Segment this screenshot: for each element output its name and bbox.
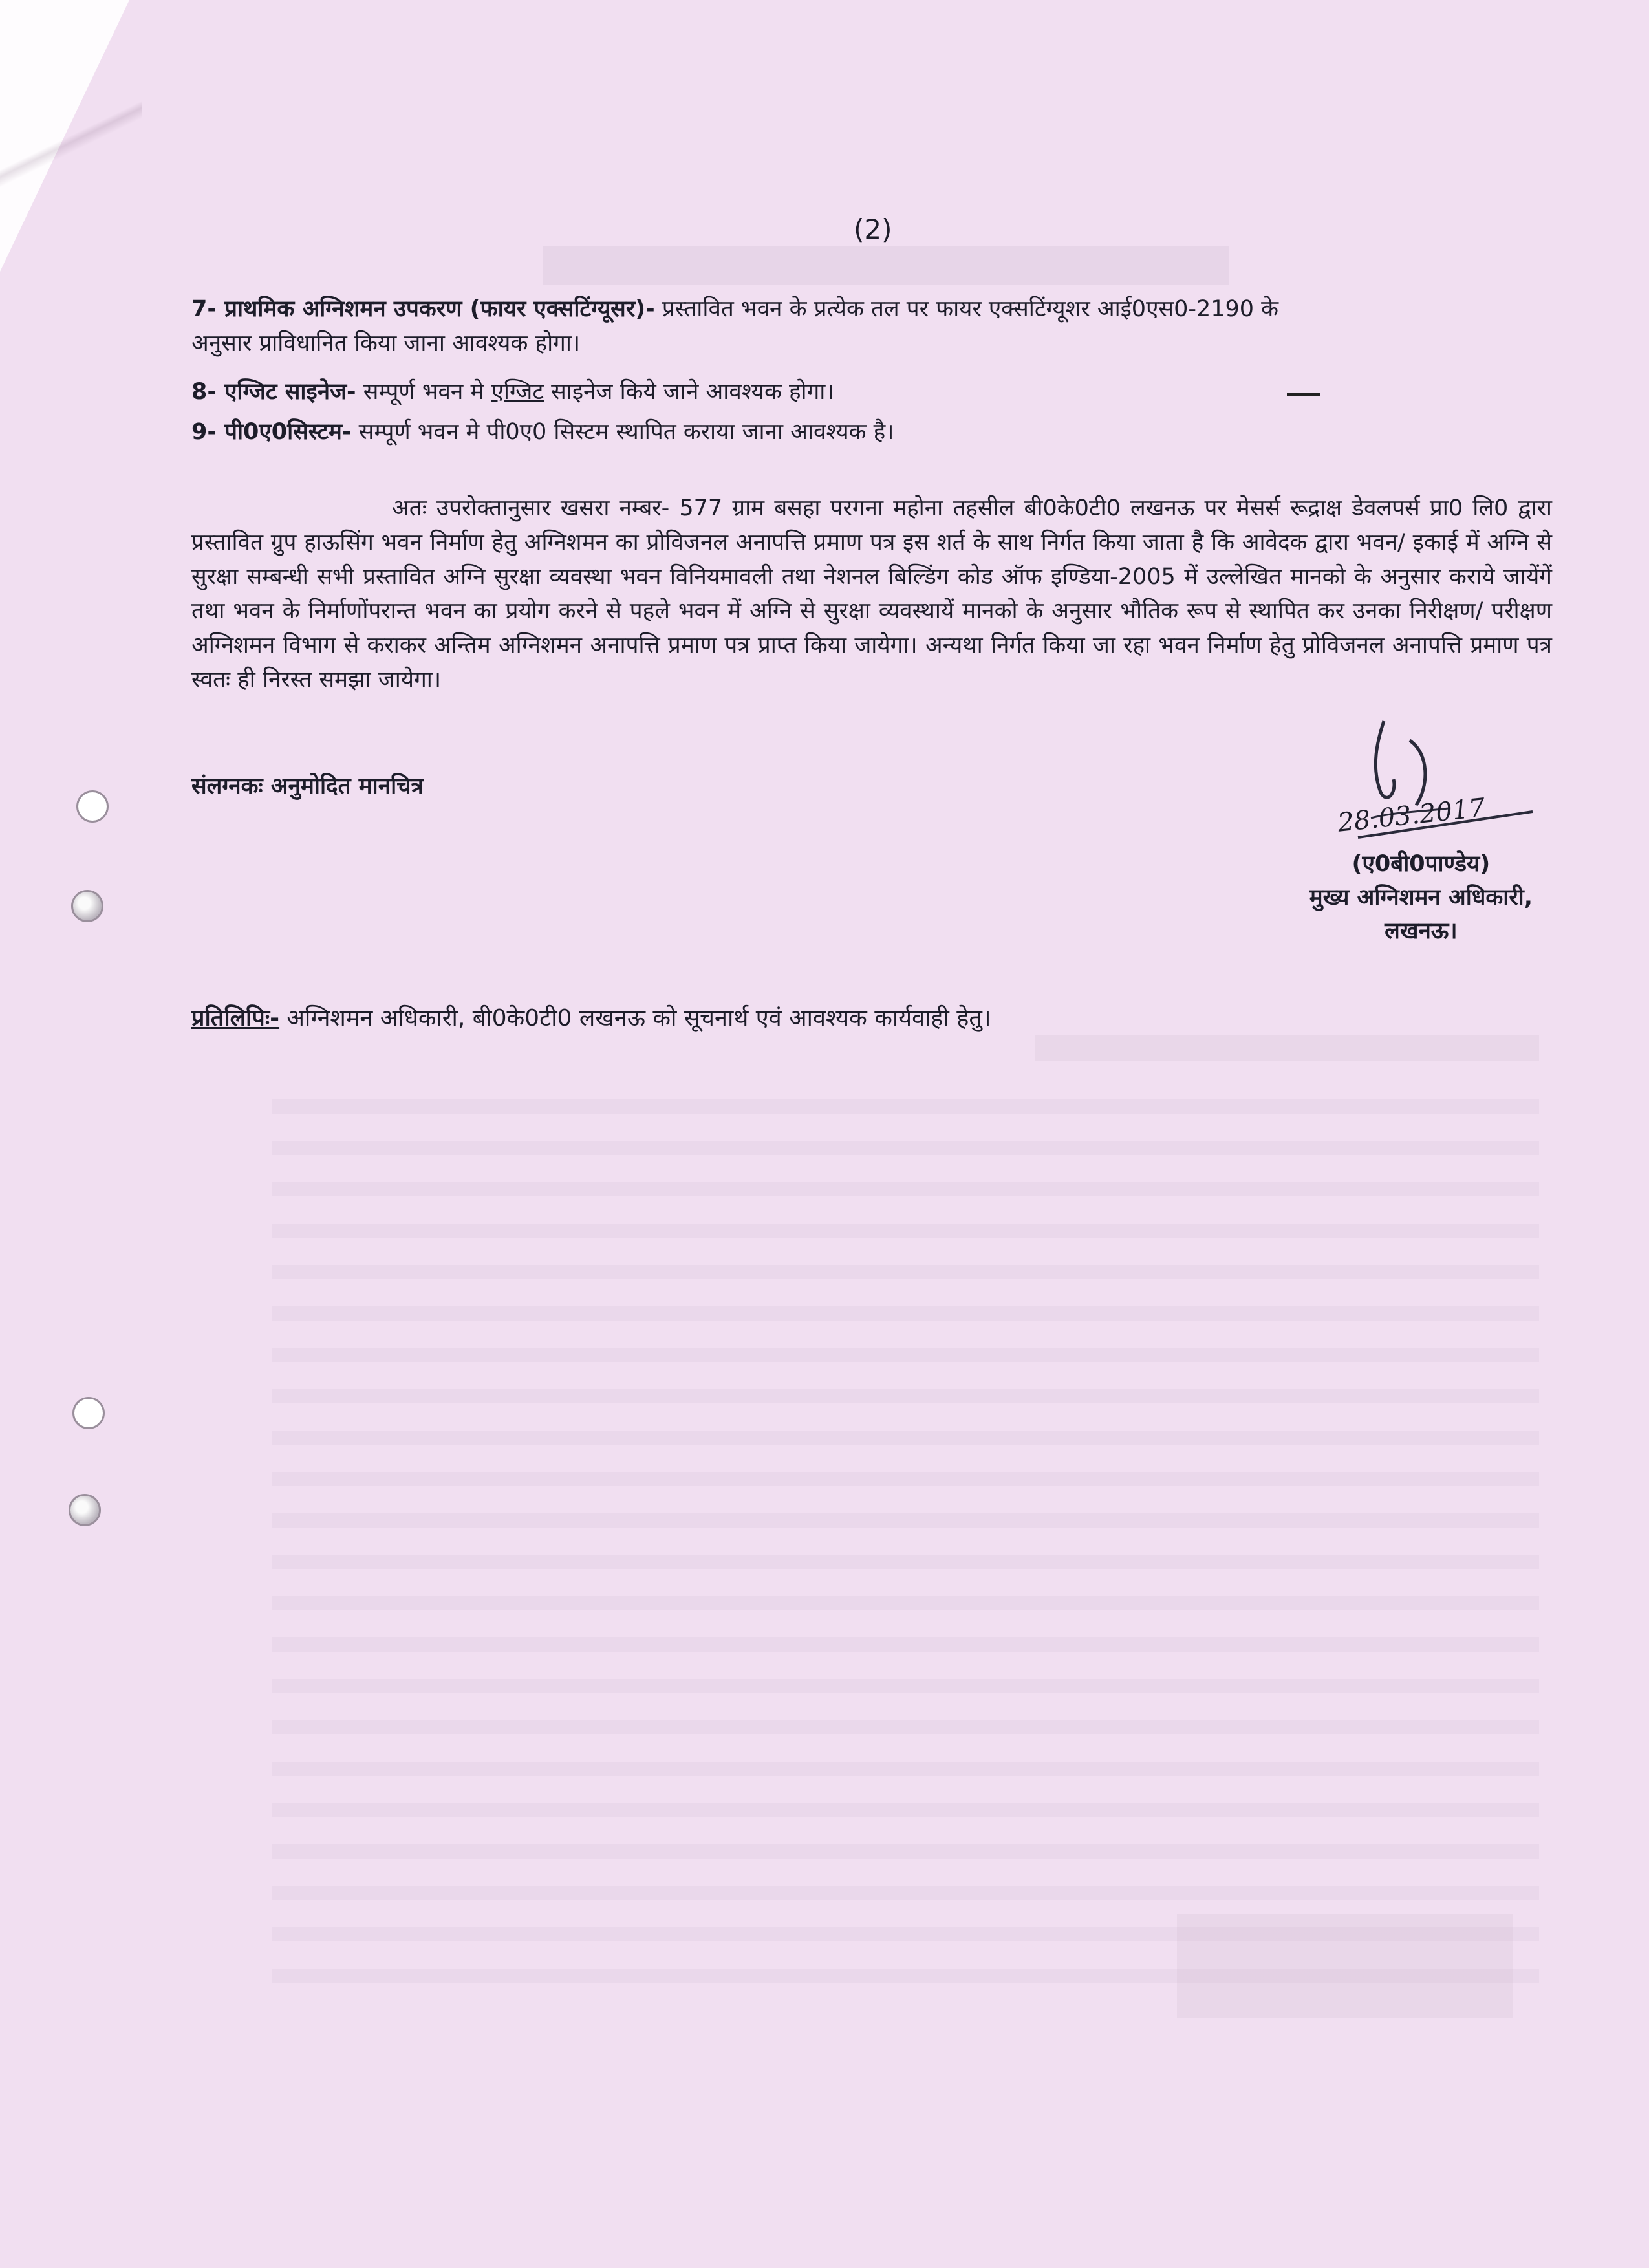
copy-to-label: प्रतिलिपिः- — [191, 1005, 280, 1031]
item-text: सम्पूर्ण भवन मे — [363, 379, 484, 405]
signatory-name: (ए0बी0पाण्डेय) — [1352, 851, 1491, 877]
punch-hole — [76, 790, 109, 823]
enclosure-note: संलग्नकः अनुमोदित मानचित्र — [191, 773, 424, 799]
signatory-designation: मुख्य अग्निशमन अधिकारी, — [1309, 885, 1533, 911]
fold-shadow — [0, 0, 142, 285]
item-pa-system — [191, 415, 1552, 449]
item-text-continued: अनुसार प्राविधानित किया जाना आवश्यक होगा। — [191, 330, 581, 356]
item-title: 8- एग्जिट साइनेज- — [191, 379, 356, 405]
main-paragraph: अतः उपरोक्तानुसार खसरा नम्बर- 577 ग्राम बसहा परगना महोना तहसील बी0के0टी0 लखनऊ पर मेसर्स रूद्राक्ष डेवलपर्स प्रा0 लि0 द्वारा प्रस्तावित ग्रुप हाऊसिंग भवन निर्माण हेतु अग्निशमन का प्रोविजनल अनापत्ति प्रमाण पत्र इस शर्त के साथ निर्गत किया जाता है कि आवेदक द्वारा भवन/ इकाई में अग्नि से सुरक्षा सम्बन्धी सभी प्रस्तावित अग्नि सुरक्षा व्यवस्था भवन विनियमावली तथा नेशनल बिल्डिंग कोड ऑफ इण्डिया-2005 में उल्लेखित मानको के अनुसार कराये जायेंगें तथा भवन के निर्माणोंपरान्त भवन का प्रयोग करने से पहले भवन में अग्नि से सुरक्षा व्यवस्थायें मानको के अनुसार भौतिक रूप से स्थापित कर उनका निरीक्षण/ परीक्षण अग्निशमन विभाग से कराकर अन्तिम अग्निशमन अनापत्ति प्रमाण पत्र प्राप्त किया जायेगा। अन्यथा निर्गत किया जा रहा भवन निर्माण हेतु प्रोविजनल अनापत्ति प्रमाण पत्र स्वतः ही निरस्त समझा जायेगा। — [191, 495, 1552, 693]
copy-to-line — [191, 1001, 991, 1033]
punch-hole — [71, 890, 103, 922]
bleed-through-line — [1035, 1035, 1539, 1061]
signature-block — [1310, 847, 1533, 948]
bleed-through-signature — [1177, 1914, 1513, 2018]
handwritten-date: 28.03.2017 — [1336, 793, 1487, 838]
bleed-through-heading — [543, 246, 1229, 285]
item-text-underlined: एग्जिट — [491, 379, 544, 405]
copy-to-text: अग्निशमन अधिकारी, बी0के0टी0 लखनऊ को सूचनार्थ एवं आवश्यक कार्यवाही हेतु। — [286, 1005, 991, 1031]
bleed-through-paragraphs — [272, 1099, 1539, 1992]
page-number: (2) — [854, 213, 892, 245]
item-title: 7- प्राथमिक अग्निशमन उपकरण (फायर एक्सटिंग्यूसर)- — [191, 296, 655, 322]
punch-hole — [69, 1494, 101, 1526]
punch-hole — [72, 1397, 105, 1429]
signatory-city: लखनऊ। — [1385, 918, 1458, 944]
signature-scribble-icon — [1332, 715, 1552, 863]
item-fire-extinguisher — [191, 292, 1552, 361]
handwritten-dash — [1287, 393, 1320, 396]
item-text: साइनेज किये जाने आवश्यक होगा। — [551, 379, 834, 405]
item-text: प्रस्तावित भवन के प्रत्येक तल पर फायर एक्सटिंग्यूशर आई0एस0-2190 के — [662, 296, 1279, 322]
item-title: 9- पी0ए0सिस्टम- — [191, 419, 352, 445]
item-exit-signage — [191, 375, 1552, 409]
item-text: सम्पूर्ण भवन मे पी0ए0 सिस्टम स्थापित कराया जाना आवश्यक है। — [358, 419, 894, 445]
